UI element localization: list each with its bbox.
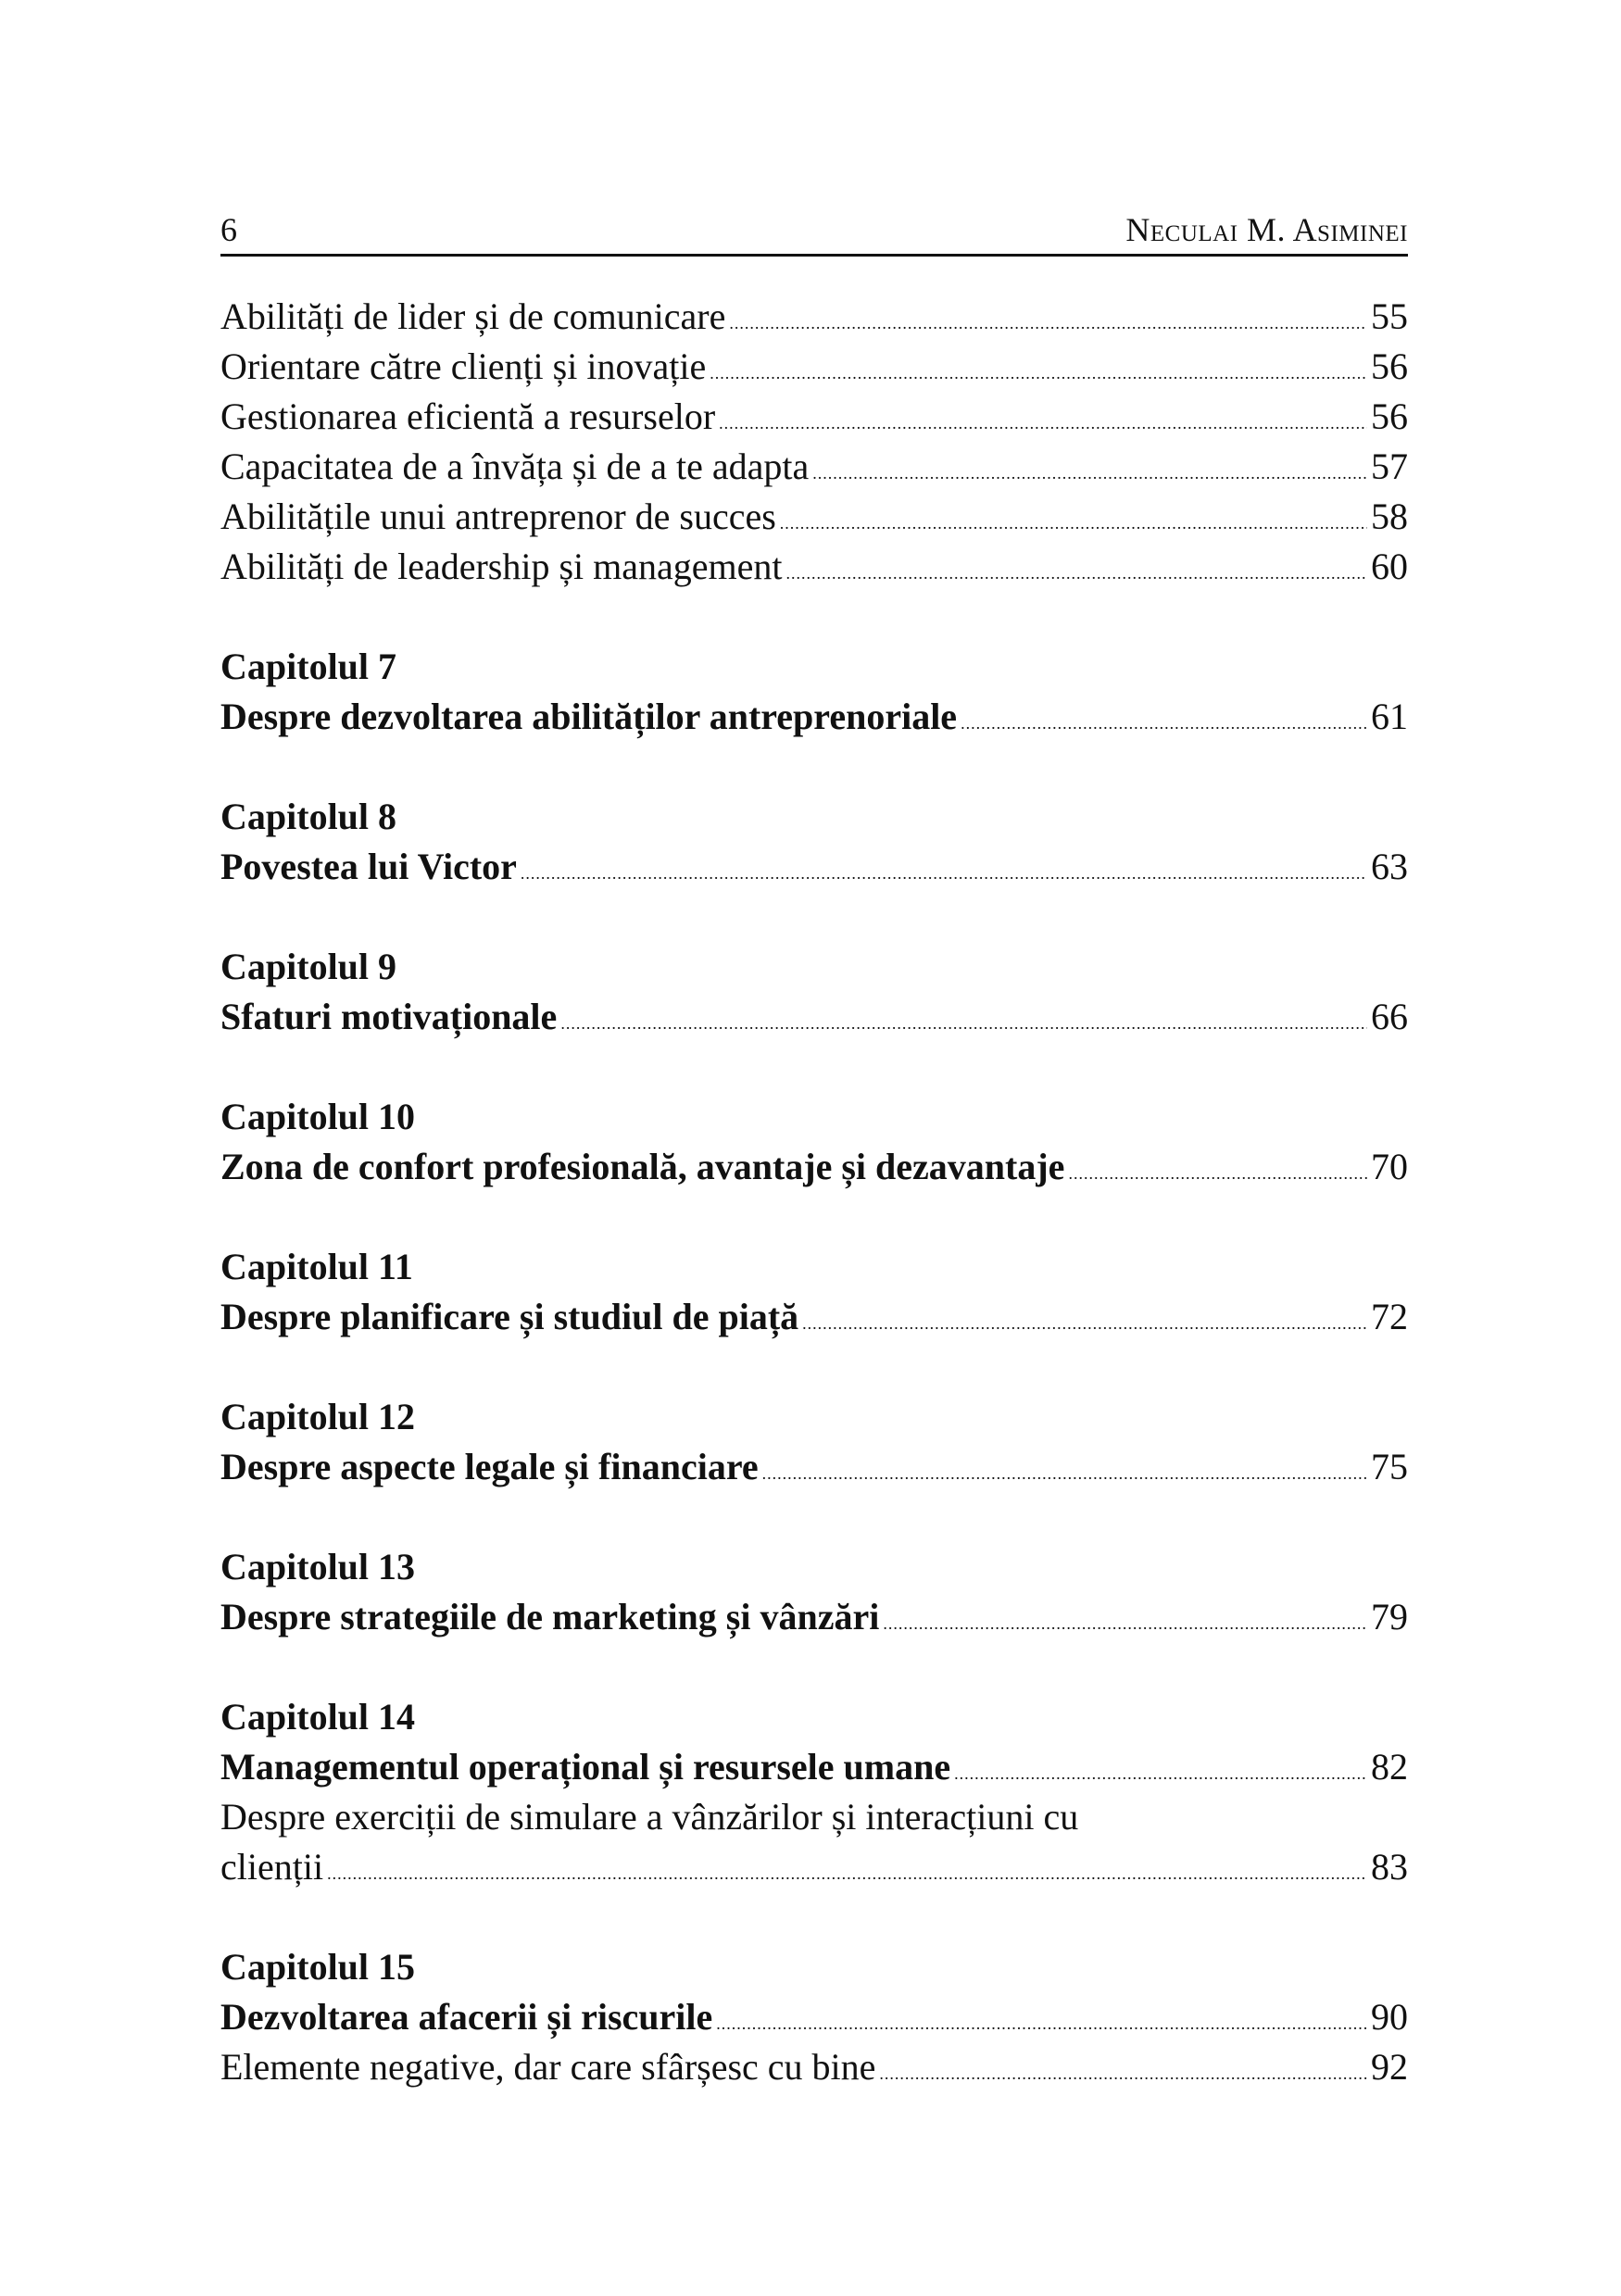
- page-number: 6: [220, 211, 237, 248]
- chapter-group: [220, 1942, 1408, 2092]
- toc-entry-page: 66: [1371, 996, 1408, 1037]
- chapter-label: [220, 1692, 1408, 1742]
- toc-entry-page: 82: [1371, 1746, 1408, 1788]
- chapter-group: [220, 792, 1408, 892]
- chapter-label: [220, 1242, 1408, 1292]
- toc-entry-title: Abilități de lider și de comunicare: [220, 295, 726, 337]
- dot-leader: [961, 698, 1367, 748]
- toc-entry-title: Despre dezvoltarea abilităților antreprenoriale: [220, 696, 958, 737]
- chapter-title-entry[interactable]: [220, 1142, 1408, 1192]
- chapter-label-text: Capitolul 12: [220, 1396, 416, 1437]
- dot-leader: [560, 998, 1367, 1048]
- toc-entry-page: 60: [1371, 546, 1408, 587]
- chapter-group: [220, 642, 1408, 742]
- toc-entry-title: Zona de confort profesională, avantaje și dezavantaje: [220, 1146, 1065, 1187]
- dot-leader: [785, 548, 1367, 598]
- chapter-label-text: Capitolul 14: [220, 1696, 416, 1738]
- subentry-line: [220, 1792, 1408, 1842]
- chapter-group: [220, 1092, 1408, 1192]
- chapter-title-entry[interactable]: [220, 992, 1408, 1042]
- chapter-label: [220, 1942, 1408, 1992]
- chapter-label: [220, 1542, 1408, 1592]
- dot-leader: [954, 1749, 1367, 1799]
- toc-entry-title: Elemente negative, dar care sfârșesc cu bine: [220, 2046, 876, 2088]
- toc-entry-page: 63: [1371, 846, 1408, 887]
- dot-leader: [719, 398, 1367, 448]
- dot-leader: [716, 1999, 1367, 2049]
- toc-entry-title: Orientare către clienți și inovație: [220, 345, 707, 387]
- chapter-label-text: Capitolul 13: [220, 1546, 416, 1587]
- chapter-label-text: Capitolul 7: [220, 646, 397, 687]
- dot-leader: [1068, 1148, 1367, 1198]
- toc-entry-page: 92: [1371, 2046, 1408, 2088]
- toc-entry-title: Dezvoltarea afacerii și riscurile: [220, 1996, 713, 2038]
- toc-entry-page: 70: [1371, 1146, 1408, 1187]
- toc-entry-title: Gestionarea eficientă a resurselor: [220, 395, 716, 437]
- dot-leader: [883, 1599, 1367, 1649]
- dot-leader: [812, 448, 1367, 498]
- subentry[interactable]: [220, 1842, 1408, 1892]
- chapter-label-text: Capitolul 15: [220, 1946, 416, 1988]
- chapter-label: [220, 642, 1408, 692]
- toc-entry[interactable]: [220, 542, 1408, 592]
- dot-leader: [710, 348, 1367, 398]
- chapter-group: [220, 1242, 1408, 1342]
- toc-entry-page: 57: [1371, 445, 1408, 487]
- running-head-author: Neculai M. Asiminei: [1125, 211, 1408, 248]
- chapter-group: [220, 942, 1408, 1042]
- dot-leader: [327, 1849, 1367, 1899]
- chapter-label-text: Capitolul 10: [220, 1096, 416, 1137]
- toc-entry-title: Managementul operațional și resursele umane: [220, 1746, 951, 1788]
- chapter-label-text: Capitolul 8: [220, 796, 397, 837]
- dot-leader: [762, 1449, 1367, 1499]
- dot-leader: [521, 848, 1367, 898]
- subentry-title: Despre exerciții de simulare a vânzărilor și interacțiuni cu: [220, 1796, 1079, 1838]
- toc-entry[interactable]: [220, 392, 1408, 442]
- toc-entry-title: Abilități de leadership și management: [220, 546, 783, 587]
- toc-entry-title: Despre aspecte legale și financiare: [220, 1446, 759, 1487]
- intro-entries: [220, 292, 1408, 592]
- toc-entry-page: 58: [1371, 496, 1408, 537]
- chapter-title-entry[interactable]: [220, 1292, 1408, 1342]
- toc-entry[interactable]: [220, 442, 1408, 492]
- dot-leader: [879, 2049, 1367, 2099]
- toc-entry-title: clienții: [220, 1846, 324, 1888]
- chapter-group: [220, 1542, 1408, 1642]
- toc-entry-title: Capacitatea de a învăța și de a te adapta: [220, 445, 810, 487]
- toc-entry-title: Povestea lui Victor: [220, 846, 517, 887]
- toc-entry-title: Despre planificare și studiul de piață: [220, 1296, 799, 1337]
- chapter-group: [220, 1692, 1408, 1892]
- toc-entry-title: Abilitățile unui antreprenor de succes: [220, 496, 776, 537]
- chapter-entries: [220, 642, 1408, 2092]
- chapter-label-text: Capitolul 11: [220, 1246, 413, 1287]
- toc-entry-page: 56: [1371, 345, 1408, 387]
- dot-leader: [802, 1299, 1367, 1349]
- dot-leader: [729, 298, 1367, 348]
- chapter-title-entry[interactable]: [220, 1592, 1408, 1642]
- chapter-group: [220, 1392, 1408, 1492]
- toc-entry-page: 79: [1371, 1596, 1408, 1637]
- chapter-label: [220, 942, 1408, 992]
- subentry[interactable]: [220, 2042, 1408, 2092]
- toc-entry[interactable]: [220, 492, 1408, 542]
- table-of-contents: [220, 292, 1408, 2092]
- chapter-title-entry[interactable]: [220, 1442, 1408, 1492]
- toc-entry[interactable]: [220, 292, 1408, 342]
- toc-entry-page: 56: [1371, 395, 1408, 437]
- toc-entry-page: 90: [1371, 1996, 1408, 2038]
- chapter-title-entry[interactable]: [220, 1992, 1408, 2042]
- chapter-label-text: Capitolul 9: [220, 946, 397, 987]
- page-header: [220, 202, 1408, 257]
- chapter-label: [220, 792, 1408, 842]
- dot-leader: [780, 498, 1367, 548]
- chapter-title-entry[interactable]: [220, 842, 1408, 892]
- toc-entry-page: 83: [1371, 1846, 1408, 1888]
- toc-entry-title: Sfaturi motivaționale: [220, 996, 558, 1037]
- chapter-label: [220, 1392, 1408, 1442]
- toc-entry-page: 55: [1371, 295, 1408, 337]
- toc-entry-page: 75: [1371, 1446, 1408, 1487]
- toc-entry[interactable]: [220, 342, 1408, 392]
- chapter-title-entry[interactable]: [220, 692, 1408, 742]
- toc-entry-page: 72: [1371, 1296, 1408, 1337]
- chapter-title-entry[interactable]: [220, 1742, 1408, 1792]
- chapter-label: [220, 1092, 1408, 1142]
- toc-entry-title: Despre strategiile de marketing și vânzări: [220, 1596, 880, 1637]
- toc-entry-page: 61: [1371, 696, 1408, 737]
